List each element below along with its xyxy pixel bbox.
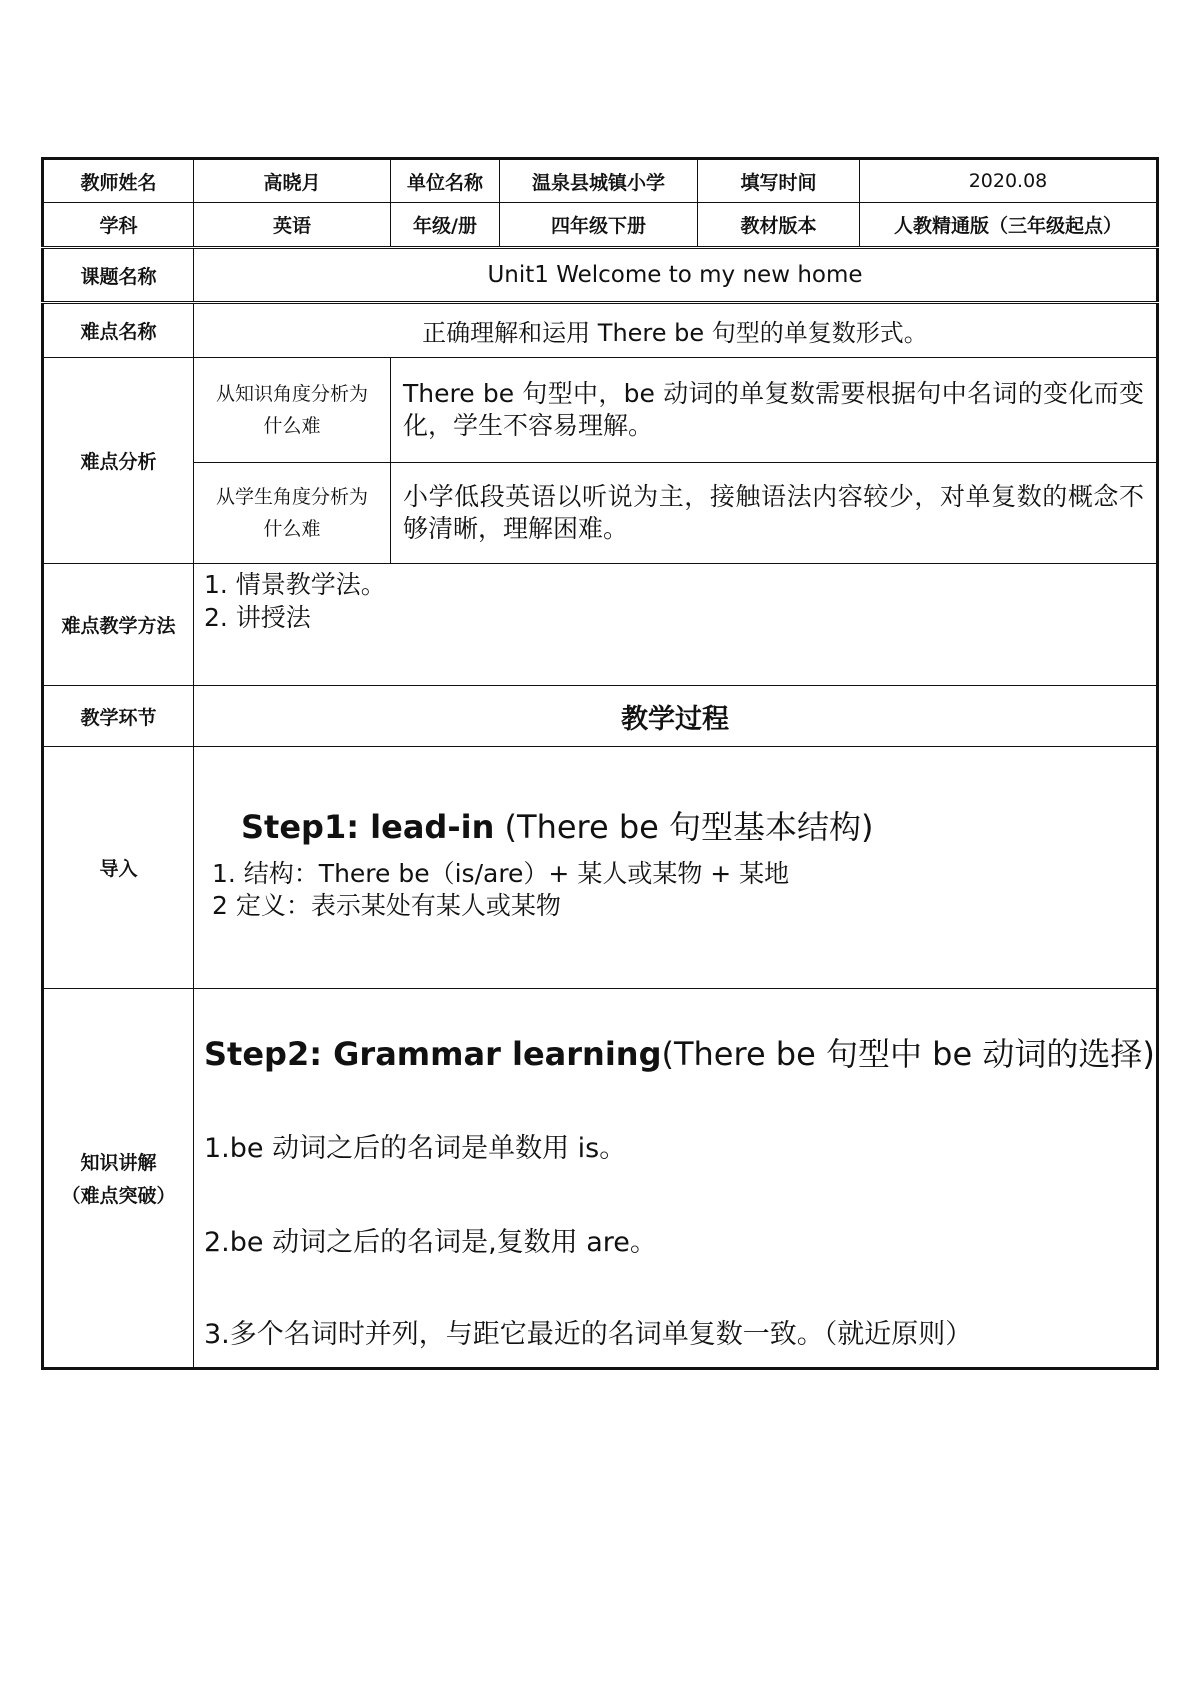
teacher-name-value: 高晓月: [194, 159, 391, 203]
methods-list: [194, 564, 1158, 686]
student-angle-text: 小学低段英语以听说为主，接触语法内容较少，对单复数的概念不够清晰，理解困难。: [391, 463, 1158, 564]
stage-label: 教学环节: [43, 686, 194, 747]
grammar-label-line2: （难点突破）: [61, 1185, 176, 1207]
student-angle-label-line2: 什么难: [263, 518, 321, 540]
unit-name-label: 单位名称: [391, 159, 500, 203]
topic-label: 课题名称: [43, 248, 194, 303]
grammar-content: [194, 989, 1158, 1369]
edition-label: 教材版本: [698, 203, 860, 248]
grammar-point-2: 2.be 动词之后的名词是,复数用 are。: [204, 1227, 657, 1258]
topic-value: Unit1 Welcome to my new home: [194, 248, 1158, 303]
fill-date-label: 填写时间: [698, 159, 860, 203]
knowledge-angle-label-line2: 什么难: [263, 415, 321, 437]
leadin-content: [194, 747, 1158, 989]
grammar-label-line1: 知识讲解: [80, 1152, 157, 1174]
process-title: 教学过程: [194, 686, 1158, 747]
method-item: 1. 情景教学法。: [204, 570, 386, 599]
knowledge-angle-label-line1: 从知识角度分析为: [215, 383, 368, 405]
difficulty-label: 难点名称: [43, 303, 194, 358]
knowledge-angle-text: There be 句型中，be 动词的单复数需要根据句中名词的变化而变化，学生不容易理解。: [391, 358, 1158, 463]
analysis-label: 难点分析: [43, 358, 194, 564]
method-item: 2. 讲授法: [204, 603, 311, 632]
knowledge-angle-label: [194, 358, 391, 463]
leadin-structure: 1. 结构：There be（is/are）+ 某人或某物 + 某地: [212, 859, 790, 888]
leadin-title-bold: Step1: lead-in: [241, 808, 495, 846]
difficulty-value: 正确理解和运用 There be 句型的单复数形式。: [194, 303, 1158, 358]
fill-date-value: 2020.08: [860, 159, 1158, 203]
grammar-title-bold: Step2: Grammar learning: [204, 1035, 662, 1073]
leadin-definition: 2 定义：表示某处有某人或某物: [212, 891, 561, 920]
grammar-label: [43, 989, 194, 1369]
student-angle-label: [194, 463, 391, 564]
leadin-label: 导入: [43, 747, 194, 989]
lesson-plan-table: [41, 157, 1156, 1370]
grammar-point-1: 1.be 动词之后的名词是单数用 is。: [204, 1133, 627, 1164]
grammar-title: [204, 1029, 1155, 1075]
grade-label: 年级/册: [391, 203, 500, 248]
grammar-point-3: 3.多个名词时并列，与距它最近的名词单复数一致。（就近原则）: [204, 1319, 973, 1350]
unit-name-value: 温泉县城镇小学: [500, 159, 698, 203]
leadin-title: [241, 802, 874, 848]
subject-label: 学科: [43, 203, 194, 248]
grammar-title-rest: (There be 句型中 be 动词的选择): [661, 1035, 1155, 1073]
leadin-title-rest: (There be 句型基本结构): [494, 808, 874, 846]
teacher-name-label: 教师姓名: [43, 159, 194, 203]
methods-label: 难点教学方法: [43, 564, 194, 686]
grade-value: 四年级下册: [500, 203, 698, 248]
student-angle-label-line1: 从学生角度分析为: [215, 486, 368, 508]
edition-value: 人教精通版（三年级起点）: [860, 203, 1158, 248]
subject-value: 英语: [194, 203, 391, 248]
